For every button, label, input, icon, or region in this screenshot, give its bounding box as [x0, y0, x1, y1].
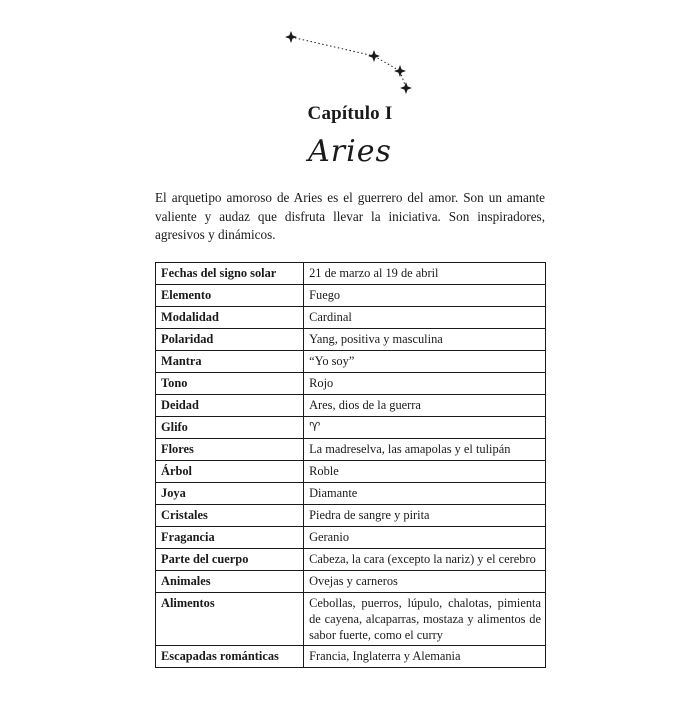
property-label: Animales	[156, 571, 304, 593]
property-label: Cristales	[156, 505, 304, 527]
table-row	[156, 285, 546, 307]
property-value: Fuego	[304, 285, 546, 307]
property-value: Cabeza, la cara (excepto la nariz) y el cerebro	[304, 549, 546, 571]
property-label: Flores	[156, 439, 304, 461]
table-row	[156, 461, 546, 483]
table-row	[156, 373, 546, 395]
property-value: Geranio	[304, 527, 546, 549]
sign-title: Aries	[308, 134, 392, 169]
property-label: Elemento	[156, 285, 304, 307]
table-row	[156, 307, 546, 329]
property-value: “Yo soy”	[304, 351, 546, 373]
property-label: Parte del cuerpo	[156, 549, 304, 571]
table-row	[156, 549, 546, 571]
table-row	[156, 395, 546, 417]
table-row	[156, 329, 546, 351]
property-label: Fragancia	[156, 527, 304, 549]
chapter-title: Capítulo I	[307, 103, 393, 124]
constellation-icon	[280, 24, 420, 100]
table-row	[156, 417, 546, 439]
property-label: Glifo	[156, 417, 304, 439]
table-row	[156, 351, 546, 373]
property-label: Tono	[156, 373, 304, 395]
property-value: Francia, Inglaterra y Alemania	[304, 646, 546, 668]
table-row	[156, 263, 546, 285]
property-label: Alimentos	[156, 593, 304, 646]
table-row	[156, 646, 546, 668]
property-value: Yang, positiva y masculina	[304, 329, 546, 351]
property-label: Modalidad	[156, 307, 304, 329]
table-row	[156, 571, 546, 593]
property-label: Árbol	[156, 461, 304, 483]
table-row	[156, 483, 546, 505]
property-value: Piedra de sangre y pirita	[304, 505, 546, 527]
property-value: Roble	[304, 461, 546, 483]
property-value: Rojo	[304, 373, 546, 395]
property-value: Cardinal	[304, 307, 546, 329]
property-value: Ares, dios de la guerra	[304, 395, 546, 417]
property-label: Polaridad	[156, 329, 304, 351]
property-label: Escapadas románticas	[156, 646, 304, 668]
property-value: Diamante	[304, 483, 546, 505]
property-label: Joya	[156, 483, 304, 505]
property-label: Fechas del signo solar	[156, 263, 304, 285]
aries-glyph-icon: ♈︎	[304, 417, 546, 439]
property-value: Ovejas y carneros	[304, 571, 546, 593]
table-row	[156, 505, 546, 527]
property-label: Mantra	[156, 351, 304, 373]
sign-properties-table	[155, 262, 546, 668]
property-label: Deidad	[156, 395, 304, 417]
intro-paragraph: El arquetipo amoroso de Aries es el guerrero del amor. Son un amante valiente y audaz que disfruta llevar la iniciativa. Son inspiradores, agresivos y dinámicos.	[155, 190, 545, 242]
property-value: 21 de marzo al 19 de abril	[304, 263, 546, 285]
table-row	[156, 439, 546, 461]
table-row	[156, 527, 546, 549]
property-value: La madreselva, las amapolas y el tulipán	[304, 439, 546, 461]
table-row	[156, 593, 546, 646]
property-value: Cebollas, puerros, lúpulo, chalotas, pimienta de cayena, alcaparras, mostaza y alimentos de sabor fuerte, como el curry	[304, 593, 546, 646]
